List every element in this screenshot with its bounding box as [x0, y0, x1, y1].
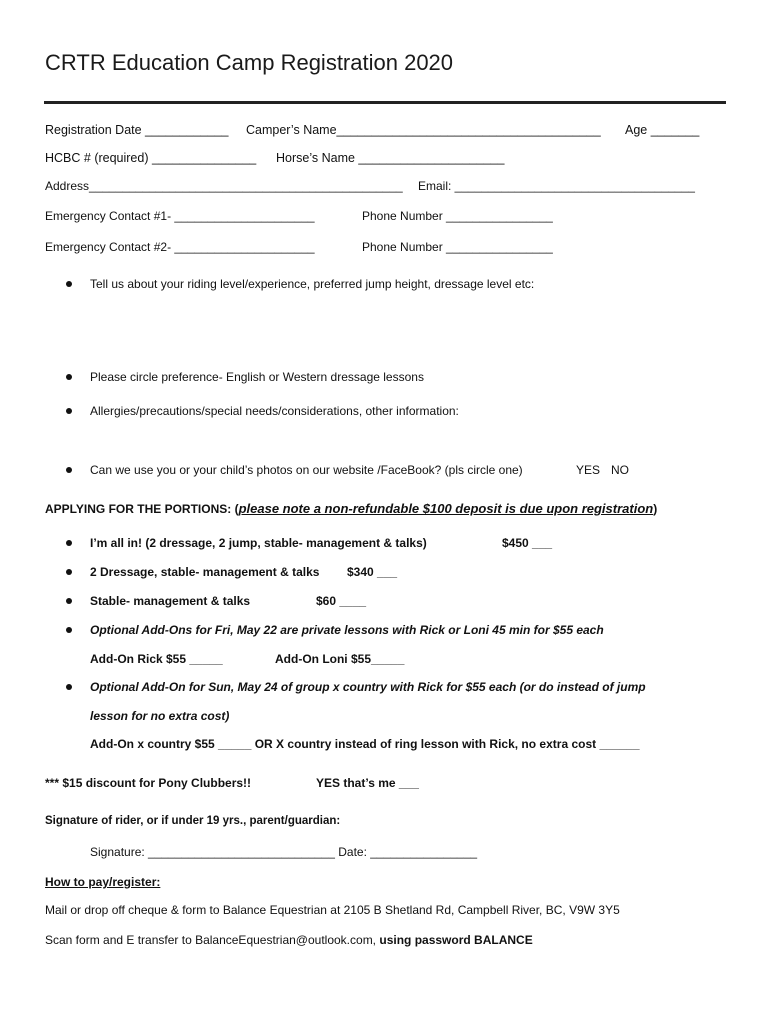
- deposit-note: please note a non-refundable $100 deposit is due upon registration: [238, 501, 654, 516]
- riding-level-question: Tell us about your riding level/experience, preferred jump height, dressage level etc:: [90, 277, 535, 291]
- all-in-price[interactable]: $450 ___: [502, 536, 553, 550]
- applying-heading-close: ): [653, 502, 658, 516]
- bullet-icon: [66, 408, 72, 414]
- signature-date-field[interactable]: Signature: ____________________________ Date: ________________: [90, 845, 478, 859]
- bullet-icon: [66, 281, 72, 287]
- allergies-question: Allergies/precautions/special needs/considerations, other information:: [90, 404, 459, 418]
- address-field[interactable]: Address_______________________________________________: [45, 179, 403, 193]
- bullet-icon: [66, 374, 72, 380]
- photos-question: Can we use you or your child’s photos on our website /FaceBook? (pls circle one): [90, 463, 523, 477]
- emergency-contact-2-field[interactable]: Emergency Contact #2- _____________________: [45, 240, 315, 254]
- photos-no-option[interactable]: NO: [611, 463, 629, 477]
- pony-club-yes-field[interactable]: YES that’s me ___: [316, 776, 419, 790]
- bullet-icon: [66, 598, 72, 604]
- addon-sun-description: Optional Add-On for Sun, May 24 of group x country with Rick for $55 each (or do instead of jump: [90, 680, 646, 694]
- preference-question: Please circle preference- English or Western dressage lessons: [90, 370, 424, 384]
- hcbc-field[interactable]: HCBC # (required) _______________: [45, 151, 257, 165]
- page-title: CRTR Education Camp Registration 2020: [45, 50, 454, 75]
- registration-date-field[interactable]: Registration Date ____________: [45, 123, 229, 137]
- bullet-icon: [66, 627, 72, 633]
- addon-xc-field[interactable]: Add-On x country $55 _____ OR X country instead of ring lesson with Rick, no extra cost ______: [90, 737, 640, 751]
- bullet-icon: [66, 540, 72, 546]
- dressage-option: 2 Dressage, stable- management & talks: [90, 565, 320, 579]
- applying-heading-label: APPLYING FOR THE PORTIONS: (: [45, 502, 239, 516]
- stable-option: Stable- management & talks: [90, 594, 251, 608]
- bullet-icon: [66, 684, 72, 690]
- bullet-icon: [66, 467, 72, 473]
- signature-heading: Signature of rider, or if under 19 yrs., parent/guardian:: [45, 815, 341, 827]
- scan-instructions: [45, 933, 533, 947]
- campers-name-field[interactable]: Camper’s Name______________________________________: [246, 123, 601, 137]
- pony-club-discount: *** $15 discount for Pony Clubbers!!: [45, 776, 252, 790]
- addon-rick-field[interactable]: Add-On Rick $55 _____: [90, 652, 223, 666]
- stable-price[interactable]: $60 ____: [316, 594, 367, 608]
- applying-heading: [45, 501, 657, 516]
- addon-sun-description-cont: lesson for no extra cost): [90, 709, 230, 723]
- dressage-price[interactable]: $340 ___: [347, 565, 398, 579]
- all-in-option: I’m all in! (2 dressage, 2 jump, stable- management & talks): [90, 536, 427, 550]
- addon-loni-field[interactable]: Add-On Loni $55_____: [275, 652, 405, 666]
- password-note: using password BALANCE: [379, 933, 533, 947]
- phone-1-field[interactable]: Phone Number ________________: [362, 209, 553, 223]
- photos-yes-option[interactable]: YES: [576, 463, 601, 477]
- horse-name-field[interactable]: Horse’s Name _____________________: [276, 151, 505, 165]
- title-divider: [44, 101, 726, 104]
- phone-2-field[interactable]: Phone Number ________________: [362, 240, 553, 254]
- emergency-contact-1-field[interactable]: Emergency Contact #1- _____________________: [45, 209, 315, 223]
- how-to-pay-heading: How to pay/register:: [45, 875, 161, 889]
- age-field[interactable]: Age _______: [625, 123, 700, 137]
- email-field[interactable]: Email: ____________________________________: [418, 179, 695, 193]
- bullet-icon: [66, 569, 72, 575]
- addon-fri-description: Optional Add-Ons for Fri, May 22 are private lessons with Rick or Loni 45 min for $55 each: [90, 623, 604, 637]
- scan-instructions-text: Scan form and E transfer to BalanceEquestrian@outlook.com,: [45, 933, 380, 947]
- mail-instructions: Mail or drop off cheque & form to Balance Equestrian at 2105 B Shetland Rd, Campbell River, BC, V9W 3Y5: [45, 903, 620, 917]
